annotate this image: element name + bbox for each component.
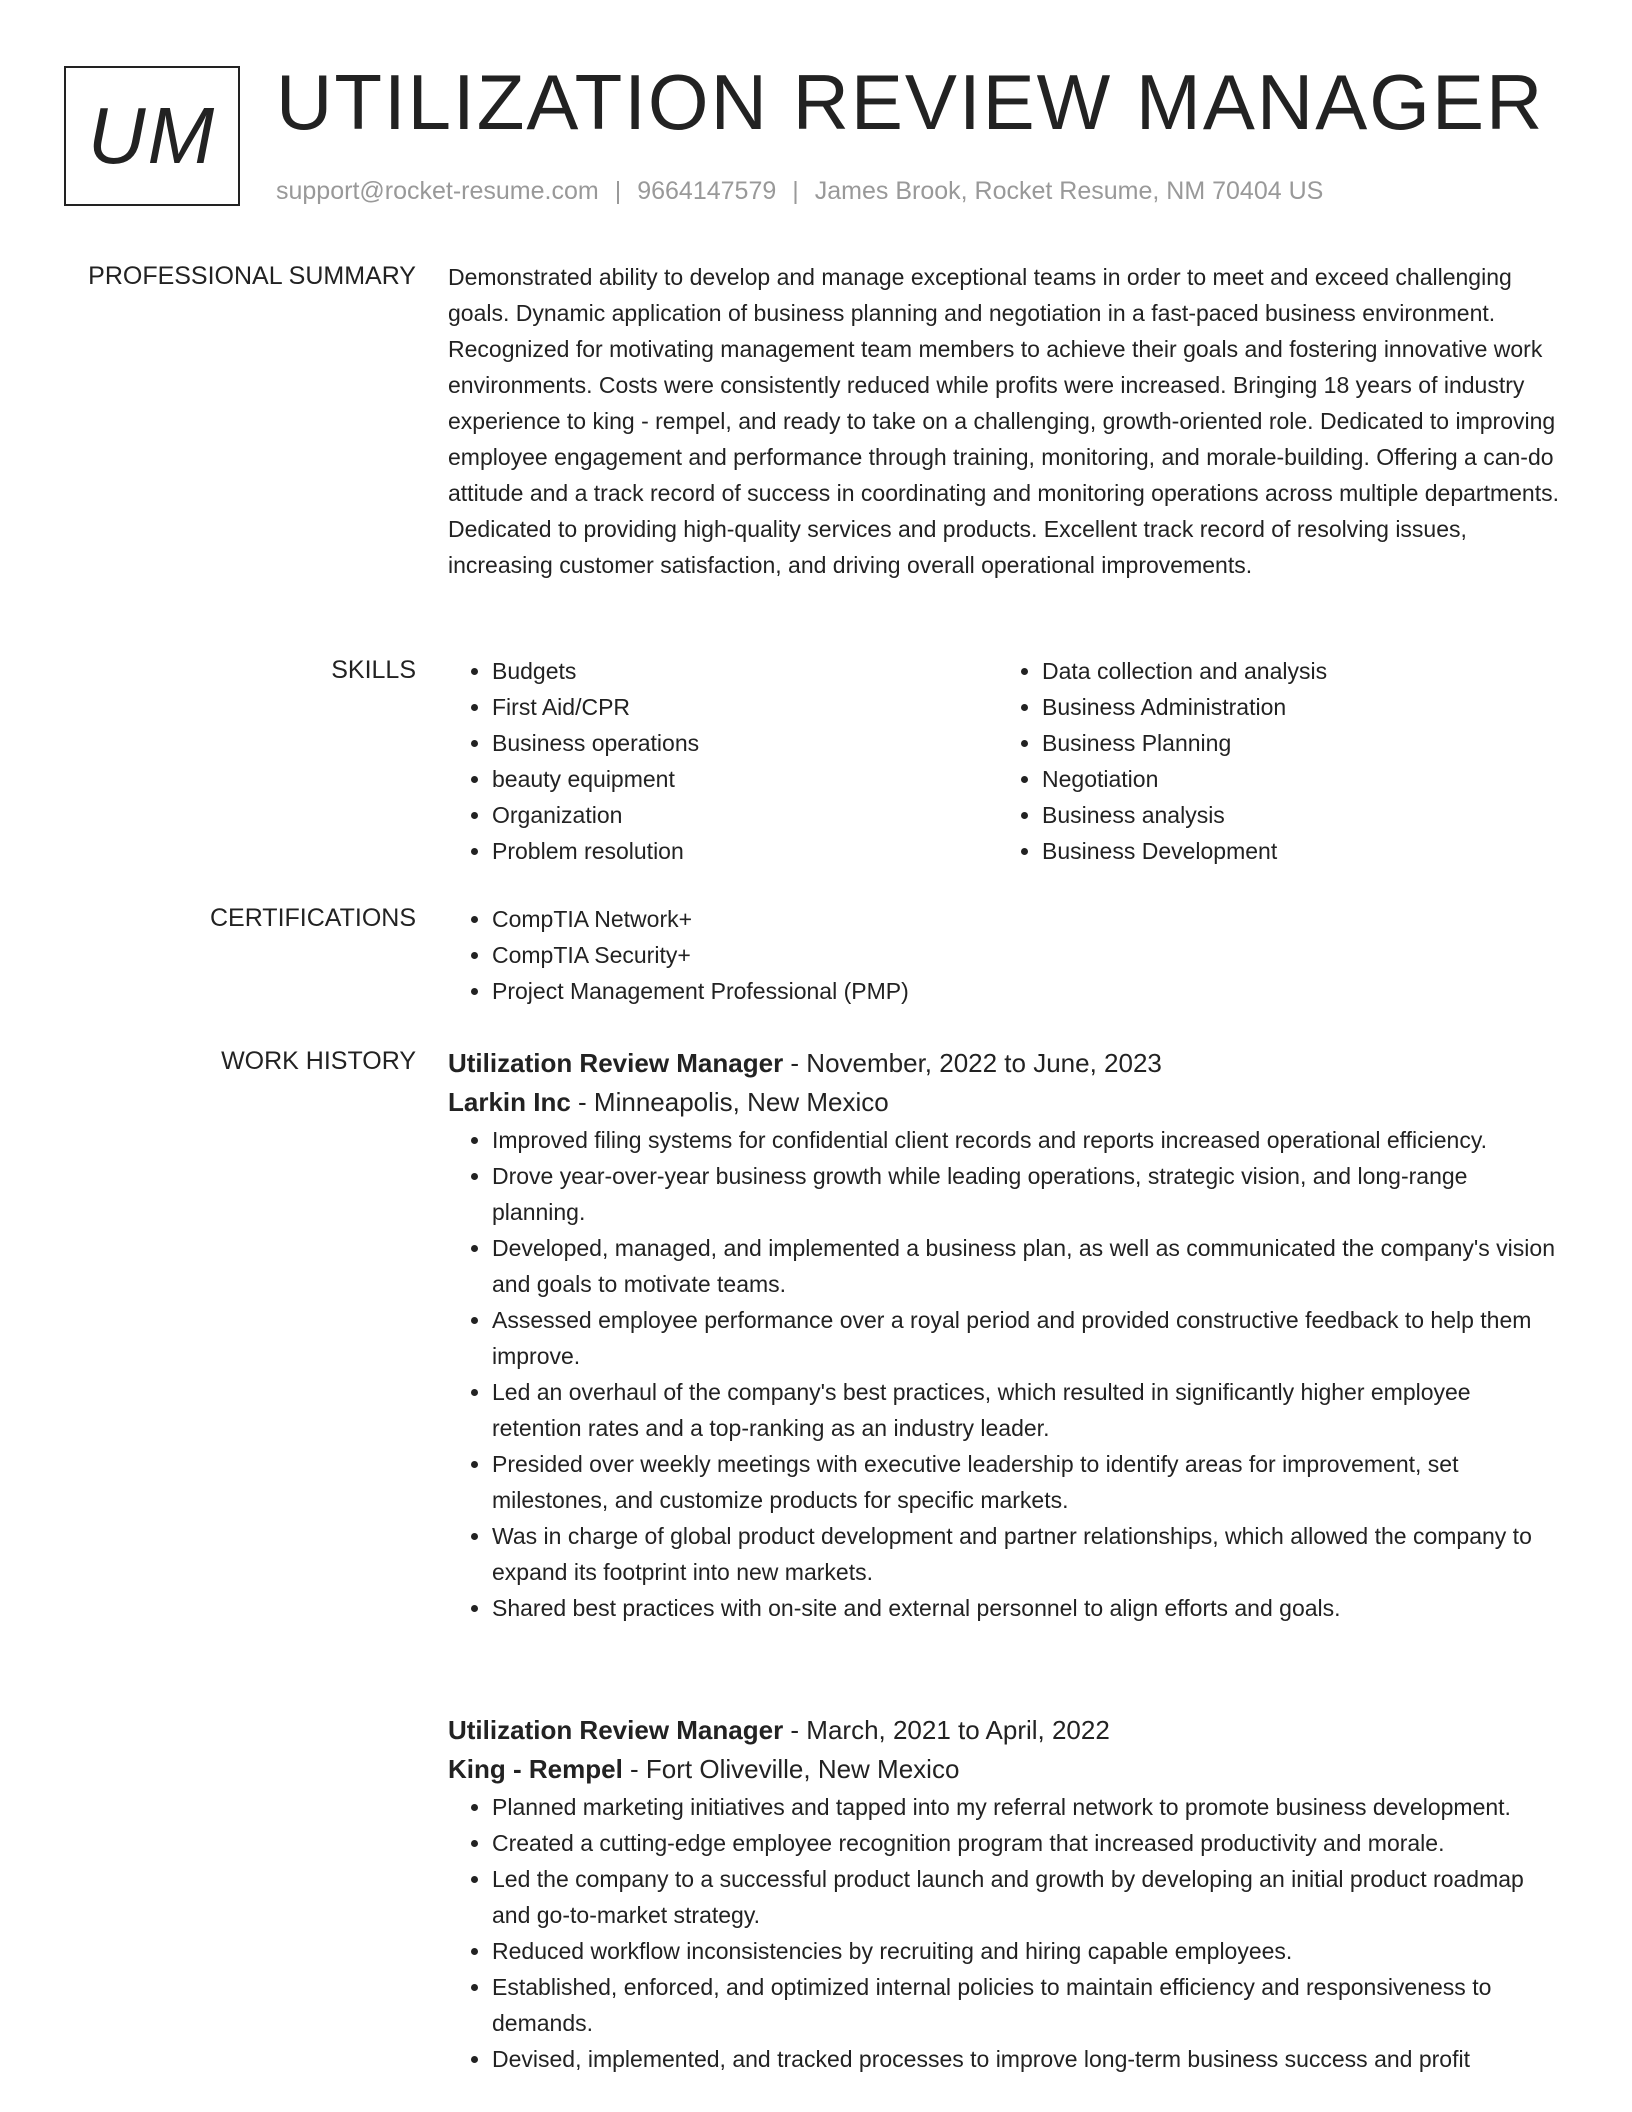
job-title: Utilization Review Manager bbox=[448, 1048, 784, 1078]
skill-item: • Business Development bbox=[1042, 833, 1548, 869]
certification-item: • Project Management Professional (PMP) bbox=[492, 973, 1563, 1009]
work-history-label: WORK HISTORY bbox=[221, 1047, 416, 1075]
job-entry bbox=[448, 1044, 1563, 1626]
job-bullet: • Assessed employee performance over a royal period and provided constructive feedback to help them improve. bbox=[492, 1302, 1563, 1374]
job-bullet: • Presided over weekly meetings with executive leadership to identify areas for improvement, set milestones, and customize products for specific markets. bbox=[492, 1446, 1563, 1518]
summary-body bbox=[448, 259, 1563, 583]
job-title-line bbox=[448, 1711, 1563, 1749]
skills-column-right bbox=[998, 653, 1548, 869]
job-company-line bbox=[448, 1082, 1563, 1122]
job-entry bbox=[448, 1711, 1563, 2077]
job-bullet: • Created a cutting-edge employee recognition program that increased productivity and morale. bbox=[492, 1825, 1563, 1861]
skill-item: • First Aid/CPR bbox=[492, 689, 998, 725]
contact-separator: | bbox=[614, 177, 622, 205]
certification-item: • CompTIA Security+ bbox=[492, 937, 1563, 973]
job-dates: - March, 2021 to April, 2022 bbox=[783, 1715, 1110, 1745]
job-bullets bbox=[448, 1122, 1563, 1626]
job-bullet: • Devised, implemented, and tracked processes to improve long-term business success and profit bbox=[492, 2041, 1563, 2077]
summary-label: PROFESSIONAL SUMMARY bbox=[88, 262, 416, 290]
job-bullet: • Drove year-over-year business growth while leading operations, strategic vision, and long-range planning. bbox=[492, 1158, 1563, 1230]
job-bullet: • Improved filing systems for confidential client records and reports increased operational efficiency. bbox=[492, 1122, 1563, 1158]
certifications-body bbox=[448, 901, 1563, 1009]
certification-item: • CompTIA Network+ bbox=[492, 901, 1563, 937]
skill-item: • Organization bbox=[492, 797, 998, 833]
job-bullet: • Established, enforced, and optimized internal policies to maintain efficiency and responsiveness to demands. bbox=[492, 1969, 1563, 2041]
job-company: Larkin Inc bbox=[448, 1087, 571, 1117]
job-bullet: • Was in charge of global product development and partner relationships, which allowed the company to expand its footprint into new markets. bbox=[492, 1518, 1563, 1590]
candidate-title: UTILIZATION REVIEW MANAGER bbox=[276, 58, 1545, 146]
job-title-line bbox=[448, 1044, 1563, 1082]
skills-body bbox=[448, 653, 1563, 869]
skill-item: • Business analysis bbox=[1042, 797, 1548, 833]
skill-item: • Budgets bbox=[492, 653, 998, 689]
job-bullet: • Reduced workflow inconsistencies by recruiting and hiring capable employees. bbox=[492, 1933, 1563, 1969]
job-title: Utilization Review Manager bbox=[448, 1715, 784, 1745]
work-history-body bbox=[448, 1044, 1563, 2112]
skill-item: • Data collection and analysis bbox=[1042, 653, 1548, 689]
skills-column-left bbox=[448, 653, 998, 869]
job-bullet: • Planned marketing initiatives and tapped into my referral network to promote business development. bbox=[492, 1789, 1563, 1825]
job-location: - Minneapolis, New Mexico bbox=[570, 1087, 889, 1117]
job-dates: - November, 2022 to June, 2023 bbox=[783, 1048, 1162, 1078]
skill-item: • Business Planning bbox=[1042, 725, 1548, 761]
job-company-line bbox=[448, 1749, 1563, 1789]
skills-label: SKILLS bbox=[331, 656, 416, 684]
skill-item: • Negotiation bbox=[1042, 761, 1548, 797]
job-bullet: • Developed, managed, and implemented a business plan, as well as communicated the company's vision and goals to motivate teams. bbox=[492, 1230, 1563, 1302]
summary-text: Demonstrated ability to develop and manage exceptional teams in order to meet and exceed challenging goals. Dynamic application of business planning and negotiation in a fast-paced business environment. Recognized for motivating management team members to achieve their goals and fostering innovative work environments. Costs were consistently reduced while profits were increased. Bringing 18 years of industry experience to king - rempel, and ready to take on a challenging, growth-oriented role. Dedicated to improving employee engagement and performance through training, monitoring, and morale-building. Offering a can-do attitude and a track record of success in coordinating and monitoring operations across multiple departments. Dedicated to providing high-quality services and products. Excellent track record of resolving issues, increasing customer satisfaction, and driving overall operational improvements. bbox=[448, 264, 1559, 578]
job-bullet: • Led the company to a successful product launch and growth by developing an initial product roadmap and go-to-market strategy. bbox=[492, 1861, 1563, 1933]
job-bullet: • Led an overhaul of the company's best practices, which resulted in significantly higher employee retention rates and a top-ranking as an industry leader. bbox=[492, 1374, 1563, 1446]
skill-item: • beauty equipment bbox=[492, 761, 998, 797]
job-company: King - Rempel bbox=[448, 1754, 623, 1784]
certifications-label: CERTIFICATIONS bbox=[209, 904, 416, 932]
job-location: - Fort Oliveville, New Mexico bbox=[622, 1754, 960, 1784]
job-bullets bbox=[448, 1789, 1563, 2077]
contact-phone: 9664147579 bbox=[637, 177, 777, 205]
skill-item: • Business Administration bbox=[1042, 689, 1548, 725]
skill-item: • Business operations bbox=[492, 725, 998, 761]
job-bullet: • Shared best practices with on-site and external personnel to align efforts and goals. bbox=[492, 1590, 1563, 1626]
contact-email: support@rocket-resume.com bbox=[276, 177, 599, 205]
contact-address: James Brook, Rocket Resume, NM 70404 US bbox=[814, 177, 1324, 205]
skill-item: • Problem resolution bbox=[492, 833, 998, 869]
monogram: UM bbox=[64, 66, 240, 206]
contact-line bbox=[276, 174, 1323, 208]
contact-separator: | bbox=[792, 177, 799, 205]
